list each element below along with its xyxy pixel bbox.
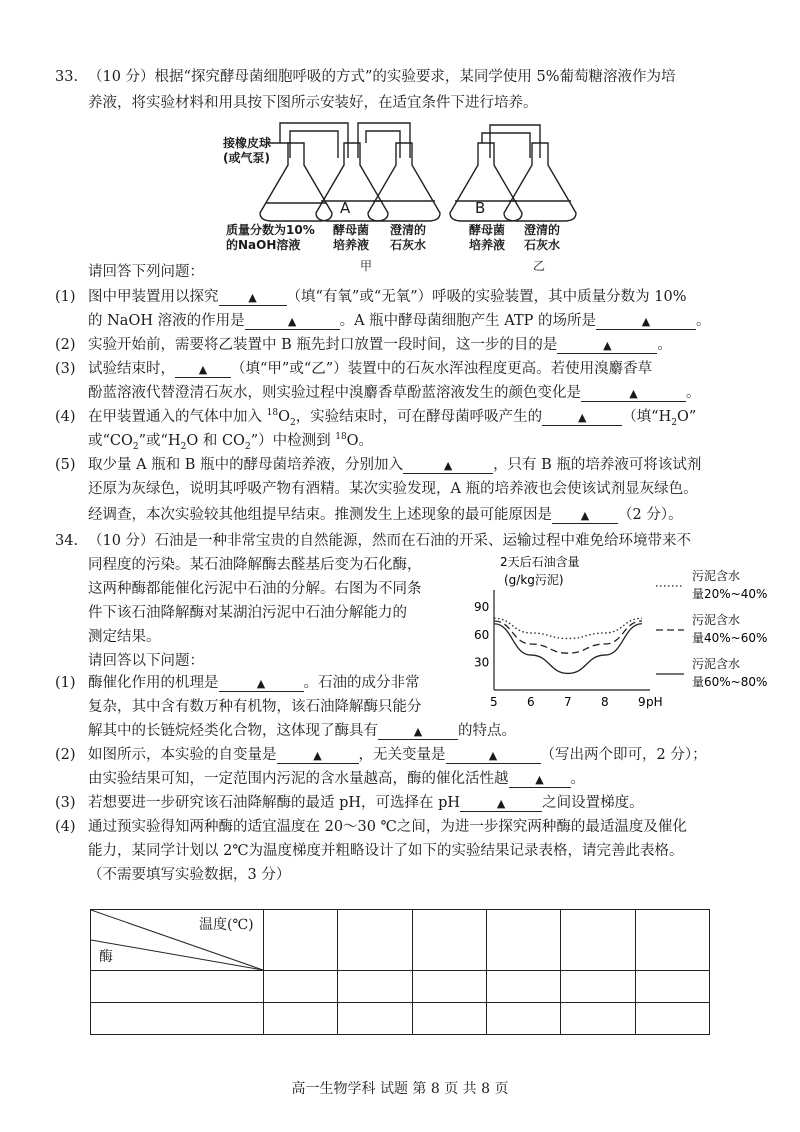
table-cell[interactable] (561, 910, 635, 971)
table-cell[interactable] (338, 1003, 412, 1035)
q33-4-number: (4) (55, 409, 76, 425)
group-jia-label: 甲 (360, 259, 373, 273)
q34-1-line3: 解其中的长链烷烃类化合物，这体现了酶具有 ▲ 的特点。 (88, 723, 516, 739)
answer-blank: ▲ (460, 797, 542, 812)
table-cell[interactable] (264, 910, 338, 971)
answer-blank: ▲ (446, 749, 541, 764)
label-pump: 接橡皮球 (或气泵) (223, 136, 272, 165)
answer-blank: ▲ (277, 749, 359, 764)
answer-blank: ▲ (552, 509, 618, 524)
oil-degradation-chart (462, 552, 782, 712)
answer-blank: ▲ (581, 387, 686, 402)
table-cell[interactable] (412, 1003, 486, 1035)
legend-label: 污泥含水量40%~60% (692, 613, 768, 645)
q33-2-line1: 实验开始前，需要将乙装置中 B 瓶先封口放置一段时间，这一步的目的是 ▲ 。 (88, 337, 672, 353)
table-cell[interactable] (264, 971, 338, 1003)
q34-number: 34. (55, 533, 79, 549)
q33-5-line3: 经调查，本次实验较其他组提早结束。推测发生上述现象的最可能原因是 ▲ （2 分）。 (88, 507, 683, 523)
x-tick-label: 7 (564, 695, 572, 709)
answer-blank: ▲ (509, 773, 571, 788)
q33-number: 33. (55, 69, 79, 85)
legend-label: 污泥含水量20%~40% (692, 569, 768, 601)
q34-3-line1: 若想要进一步研究该石油降解酶的最适 pH，可选择在 pH ▲ 之间设置梯度。 (88, 795, 644, 811)
q33-1-number: (1) (55, 289, 76, 305)
q33-4-line1: 在甲装置通入的气体中加入 $^{18}O_2$，实验结束时，可在酵母菌呼吸产生的 ▲ （填“$H_2O$” (88, 408, 697, 428)
answer-blank: ▲ (403, 459, 493, 474)
q34-1-line2: 复杂，其中含有数万种有机物，该石油降解酶只能分 (88, 699, 422, 715)
x-tick-label: 6 (527, 695, 535, 709)
q34-2-line1: 如图所示，本实验的自变量是 ▲ ，无关变量是 ▲ （写出两个即可，2 分）； (88, 747, 707, 763)
table-corner-cell (91, 910, 264, 971)
q34-1-number: (1) (55, 675, 76, 691)
q33-apparatus-figure (220, 113, 600, 228)
q34-2-number: (2) (55, 747, 76, 763)
table-cell[interactable] (486, 1003, 560, 1035)
label-limewater-a: 澄清的 石灰水 (389, 223, 426, 252)
q34-2-line2: 由实验结果可知，一定范围内污泥的含水量越高，酶的催化活性越 ▲ 。 (88, 771, 585, 787)
flask-b-label: B (475, 199, 486, 217)
q33-4-line2: 或“$CO_2$”或“$H_2O$ 和 $CO_2$”）中检测到 $^{18}$O。 (88, 432, 374, 452)
group-yi-label: 乙 (533, 259, 546, 273)
x-tick-label: 9 (638, 695, 646, 709)
table-cell[interactable] (338, 971, 412, 1003)
q34-1-line1: 酶催化作用的机理是 ▲ 。石油的成分非常 (88, 675, 420, 691)
flask-a-label: A (340, 199, 351, 217)
table-cell[interactable] (412, 971, 486, 1003)
series-line-2 (494, 621, 642, 653)
q34-3-number: (3) (55, 795, 76, 811)
answer-blank: ▲ (542, 411, 622, 426)
page-footer: 高一生物学科 试题 第 8 页 共 8 页 (291, 1081, 509, 1097)
table-cell[interactable] (635, 1003, 709, 1035)
q33-5-line2: 还原为灰绿色，说明其呼吸产物有酒精。某次实验发现，A 瓶的培养液也会使该试剂显灰绿色。 (88, 481, 698, 497)
series-line-1 (494, 618, 642, 638)
q33-3-line2: 酚蓝溶液代替澄清石灰水，则实验过程中溴麝香草酚蓝溶液发生的颜色变化是 ▲ 。 (88, 385, 701, 401)
y-tick-label: 90 (474, 600, 490, 615)
answer-blank: ▲ (557, 339, 657, 354)
table-cell[interactable] (264, 1003, 338, 1035)
answer-blank: ▲ (219, 291, 287, 306)
answer-blank: ▲ (175, 363, 231, 378)
q34-4-line3: （不需要填写实验数据，3 分） (88, 867, 291, 883)
y-tick-label: 30 (474, 655, 490, 670)
q33-2-number: (2) (55, 337, 76, 353)
q34-4-number: (4) (55, 819, 76, 835)
label-limewater-b: 澄清的 石灰水 (523, 223, 560, 252)
y-axis-label-line1: 2天后石油含量 (500, 555, 580, 569)
table-cell[interactable] (91, 1003, 264, 1035)
x-tick-label: 5 (490, 695, 498, 709)
y-axis-label-line2: (g/kg污泥) (504, 573, 564, 587)
table-cell[interactable] (635, 971, 709, 1003)
q34-stem-line1: （10 分）石油是一种非常宝贵的自然能源，然而在石油的开采、运输过程中难免给环境带来不 (88, 533, 692, 549)
table-cell[interactable] (91, 971, 264, 1003)
q33-stem-line1: （10 分）根据“探究酵母菌细胞呼吸的方式”的实验要求，某同学使用 5%葡萄糖溶液作为培 (88, 69, 676, 85)
q33-prompt: 请回答下列问题： (88, 264, 204, 280)
series-line-3 (494, 624, 642, 674)
q33-3-number: (3) (55, 361, 76, 377)
label-naoh: 质量分数为10% 的NaOH溶液 (226, 223, 315, 252)
label-yeast-b: 酵母菌 培养液 (468, 223, 505, 252)
table-cell[interactable] (561, 1003, 635, 1035)
table-row (91, 1003, 710, 1035)
table-cell[interactable] (635, 910, 709, 971)
q34-stem-line4: 件下该石油降解酶对某湖泊污泥中石油分解能力的 (88, 605, 407, 621)
q33-1-line1: 图中甲装置用以探究 ▲ （填“有氧”或“无氧”）呼吸的实验装置，其中质量分数为 10% (88, 289, 687, 305)
q34-stem-line3: 这两种酶都能催化污泥中石油的分解。右图为不同条 (88, 581, 422, 597)
q33-5-line1: 取少量 A 瓶和 B 瓶中的酵母菌培养液，分别加入 ▲ ，只有 B 瓶的培养液可将该试剂 (88, 457, 702, 473)
x-tick-label: 8 (601, 695, 609, 709)
q34-prompt: 请回答以下问题： (88, 653, 204, 669)
answer-blank: ▲ (245, 315, 340, 330)
table-cell[interactable] (338, 910, 412, 971)
answer-blank: ▲ (378, 725, 458, 740)
table-cell[interactable] (561, 971, 635, 1003)
q34-stem-line5: 测定结果。 (88, 629, 161, 645)
q33-1-line2: 的 NaOH 溶液的作用是 ▲ 。A 瓶中酵母菌细胞产生 ATP 的场所是 ▲ 。 (88, 313, 711, 329)
corner-enzyme-label: 酶 (99, 949, 113, 965)
table-row (91, 971, 710, 1003)
legend-label: 污泥含水量60%~80% (692, 657, 768, 689)
q34-4-line1: 通过预实验得知两种酶的适宜温度在 20～30 ℃之间，为进一步探究两种酶的最适温度及催化 (88, 819, 687, 835)
corner-temperature-label: 温度(℃) (199, 917, 254, 933)
q33-stem-line2: 养液，将实验材料和用具按下图所示安装好，在适宜条件下进行培养。 (88, 95, 538, 111)
q33-3-line1: 试验结束时， ▲ （填“甲”或“乙”）装置中的石灰水浑浊程度更高。若使用溴麝香草 (88, 361, 653, 377)
q33-5-number: (5) (55, 457, 76, 473)
answer-blank: ▲ (596, 315, 696, 330)
table-cell[interactable] (412, 910, 486, 971)
label-yeast-a: 酵母菌 培养液 (332, 223, 369, 252)
x-axis-label: pH (646, 695, 663, 709)
table-cell[interactable] (486, 971, 560, 1003)
table-cell[interactable] (486, 910, 560, 971)
record-table (90, 909, 710, 1035)
answer-blank: ▲ (219, 677, 304, 692)
q34-stem-line2: 同程度的污染。某石油降解酶去醛基后变为石化酶， (88, 557, 422, 573)
y-tick-label: 60 (474, 627, 490, 642)
q34-4-line2: 能力，某同学计划以 2℃为温度梯度并粗略设计了如下的实验结果记录表格，请完善此表格。 (88, 843, 684, 859)
